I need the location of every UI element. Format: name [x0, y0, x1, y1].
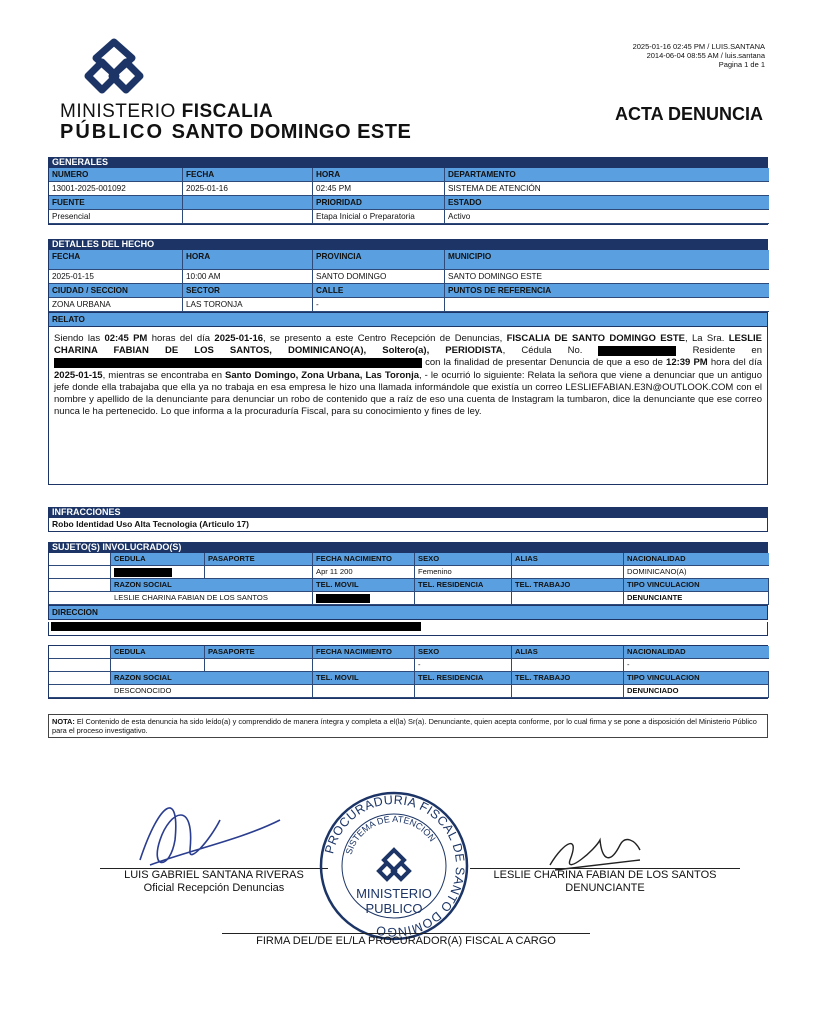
field-label: HORA [183, 250, 313, 270]
field-value [512, 685, 624, 698]
svg-text:SISTEMA DE ATENCIÓN [344, 814, 438, 856]
field-value: LESLIE CHARINA FABIAN DE LOS SANTOS [111, 592, 313, 605]
relato-label: RELATO [48, 313, 768, 327]
generales-section [48, 157, 768, 225]
relato-fragment: , se presento a este Centro Recepción de Denuncias, [263, 333, 507, 344]
signature-line-fiscal [222, 933, 590, 934]
field-value [205, 566, 313, 579]
field-label: PRIORIDAD [313, 196, 445, 210]
redacted-cedula [114, 568, 172, 577]
field-label: SEXO [415, 553, 512, 566]
org-word-fiscalia: FISCALIA [181, 101, 274, 122]
nota-text: El Contenido de esta denuncia ha sido leído(a) y comprendido de manera íntegra y completa a el(la) Sr(a). Denunciante, quien acepta conforme, por lo cual firma y se pone a disposición del Ministerio Público para el proceso investigativo. [52, 717, 757, 735]
document-title: ACTA DENUNCIA [615, 104, 763, 124]
page-number: Pagina 1 de 1 [718, 60, 765, 69]
field-value [313, 592, 415, 605]
grid-spacer [49, 566, 111, 579]
field-label: TEL. RESIDENCIA [415, 579, 512, 592]
field-label: TEL. MOVIL [313, 579, 415, 592]
field-value [415, 685, 512, 698]
signature-left-icon [120, 780, 290, 880]
field-value: DENUNCIANTE [624, 592, 769, 605]
relato-fragment: , Cédula No. [502, 345, 583, 357]
signature-block-right [470, 869, 740, 895]
field-label: TIPO VINCULACION [624, 579, 769, 592]
relato-time: 12:39 PM [666, 357, 708, 369]
field-value [445, 298, 769, 312]
field-label: ALIAS [512, 553, 624, 566]
field-label: TEL. RESIDENCIA [415, 672, 512, 685]
field-value: - [624, 659, 769, 672]
field-label: SEXO [415, 646, 512, 659]
field-value: DOMINICANO(A) [624, 566, 769, 579]
field-label: TEL. MOVIL [313, 672, 415, 685]
sujeto-2-section [48, 645, 768, 699]
field-value [313, 685, 415, 698]
field-label: PASAPORTE [205, 553, 313, 566]
relato-fragment: hora del día [707, 357, 763, 369]
field-value [512, 592, 624, 605]
field-value [415, 592, 512, 605]
officer-name: LUIS GABRIEL SANTANA RIVERAS [124, 869, 304, 881]
direccion-label: DIRECCION [48, 606, 768, 620]
field-value: 2025-01-15 [49, 270, 183, 284]
redacted-cedula [598, 346, 676, 356]
nota-box [48, 714, 768, 738]
field-label: FECHA NACIMIENTO [313, 646, 415, 659]
field-value: - [415, 659, 512, 672]
grid-spacer [49, 579, 111, 592]
redacted-phone [316, 594, 370, 603]
field-label: FUENTE [49, 196, 183, 210]
organization-name [60, 102, 411, 142]
field-value: DESCONOCIDO [111, 685, 313, 698]
field-label: HORA [313, 168, 445, 182]
meta-line-1: 2025-01-16 02:45 PM / LUIS.SANTANA [632, 42, 765, 51]
field-value [205, 659, 313, 672]
sujeto-2-grid [48, 645, 768, 699]
field-label: TIPO VINCULACION [624, 672, 769, 685]
field-label: PROVINCIA [313, 250, 445, 270]
org-word-sde: SANTO DOMINGO ESTE [171, 121, 412, 143]
field-label: TEL. TRABAJO [512, 672, 624, 685]
detalles-grid [48, 250, 768, 313]
relato-fragment: horas del día [147, 333, 215, 344]
ministerio-logo-icon [82, 36, 146, 96]
signature-block-left [100, 869, 328, 895]
section-header: GENERALES [48, 157, 768, 168]
section-header: INFRACCIONES [48, 507, 768, 518]
grid-spacer [49, 592, 111, 605]
field-value: ZONA URBANA [49, 298, 183, 312]
field-value [183, 210, 313, 224]
infraccion-value: Robo Identidad Uso Alta Tecnologia (Articulo 17) [48, 518, 768, 532]
seal-line-1: MINISTERIO [356, 886, 432, 901]
seal-line-2: PUBLICO [365, 901, 423, 916]
official-seal-icon [318, 790, 470, 942]
sujetos-section [48, 542, 768, 636]
relato-date: 2025-01-15 [54, 369, 103, 381]
complainant-role: DENUNCIANTE [565, 882, 645, 894]
field-label: PUNTOS DE REFERENCIA [445, 284, 769, 298]
field-label: PASAPORTE [205, 646, 313, 659]
relato-date: 2025-01-16 [214, 333, 264, 344]
field-value: - [313, 298, 445, 312]
field-value [512, 659, 624, 672]
field-label: CEDULA [111, 646, 205, 659]
grid-spacer [49, 659, 111, 672]
section-header: SUJETO(S) INVOLUCRADO(S) [48, 542, 768, 553]
field-label: RAZON SOCIAL [111, 672, 313, 685]
generales-grid [48, 168, 768, 225]
direccion-value [48, 622, 768, 636]
seal-outer-text: PROCURADURIA FISCAL DE SANTO DOMINGO [322, 792, 468, 940]
field-value: 2025-01-16 [183, 182, 313, 196]
redacted-address [51, 622, 421, 631]
field-label: CIUDAD / SECCION [49, 284, 183, 298]
grid-spacer [49, 646, 111, 659]
field-label: FECHA [49, 250, 183, 270]
relato-fragment: Residente en [692, 345, 762, 357]
infracciones-section [48, 507, 768, 532]
section-header: DETALLES DEL HECHO [48, 239, 768, 250]
field-label: DEPARTAMENTO [445, 168, 769, 182]
org-word-ministerio: MINISTERIO [60, 101, 176, 122]
field-label: NACIONALIDAD [624, 553, 769, 566]
relato-institution: FISCALIA DE SANTO DOMINGO ESTE [506, 333, 686, 344]
field-label: NACIONALIDAD [624, 646, 769, 659]
field-value: DENUNCIADO [624, 685, 769, 698]
meta-line-2: 2014-06-04 08:55 AM / luis.santana [646, 51, 765, 60]
seal-inner-text: SISTEMA DE ATENCIÓN [343, 813, 438, 856]
redacted-address [54, 358, 422, 368]
field-label: SECTOR [183, 284, 313, 298]
field-value: Apr 11 200 [313, 566, 415, 579]
field-label: MUNICIPIO [445, 250, 769, 270]
field-value: LAS TORONJA [183, 298, 313, 312]
document-metadata [633, 42, 765, 69]
fiscal-signature-label: FIRMA DEL/DE EL/LA PROCURADOR(A) FISCAL A CARGO [256, 935, 556, 947]
field-label: RAZON SOCIAL [111, 579, 313, 592]
officer-role: Oficial Recepción Denuncias [143, 882, 285, 894]
field-value: 02:45 PM [313, 182, 445, 196]
field-value [313, 659, 415, 672]
relato-fragment: con la finalidad de presentar Denuncia de que a eso de [425, 357, 667, 369]
sujeto-1-grid [48, 553, 768, 606]
field-value: Activo [445, 210, 769, 224]
field-label: CALLE [313, 284, 445, 298]
field-label [183, 196, 313, 210]
field-label: ESTADO [445, 196, 769, 210]
relato-place: Santo Domingo, Zona Urbana, Las Toronja [225, 369, 419, 381]
field-value [111, 659, 205, 672]
field-label: FECHA [183, 168, 313, 182]
field-label: TEL. TRABAJO [512, 579, 624, 592]
grid-spacer [49, 685, 111, 698]
relato-complainant: LESLIE CHARINA FABIAN DE LOS SANTOS, DOMINICANO(A), Soltero(a), PERIODISTA [54, 333, 762, 357]
field-label: CEDULA [111, 553, 205, 566]
relato-time: 02:45 PM [104, 333, 148, 344]
field-value: Presencial [49, 210, 183, 224]
field-label: FECHA NACIMIENTO [313, 553, 415, 566]
nota-label: NOTA: [52, 717, 75, 726]
field-value: Etapa Inicial o Preparatoria [313, 210, 445, 224]
org-word-publico: PÚBLICO [60, 121, 164, 143]
field-value: SANTO DOMINGO ESTE [445, 270, 769, 284]
grid-spacer [49, 553, 111, 566]
relato-text [48, 327, 768, 485]
field-label: ALIAS [512, 646, 624, 659]
field-value [512, 566, 624, 579]
complainant-name: LESLIE CHARINA FABIAN DE LOS SANTOS [493, 869, 717, 881]
field-value: SISTEMA DE ATENCIÓN [445, 182, 769, 196]
relato-fragment: Siendo las [54, 333, 105, 344]
field-value [111, 566, 205, 579]
field-value: SANTO DOMINGO [313, 270, 445, 284]
relato-fragment: , - le ocurrió lo siguiente: Relata la señora que viene a denunciar que un antiguo jefe donde ella trabajaba que ella ya no trabaja en esa empresa le hizo una llamada informándole que existía un correo LESLIEFABIAN.E3N@OUTLOOK.COM con el nombre y apellido de la denunciante para denunciar un robo de contenido que a raíz de eso una cuenta de Instagram la tumbaron, dice la denunciante que ese correo nunca le ha pertenecido. Lo que informa a la procuraduría Fiscal, para su conocimiento y fines de ley. [54, 369, 762, 418]
field-value: 13001-2025-001092 [49, 182, 183, 196]
field-value: 10:00 AM [183, 270, 313, 284]
field-label: NUMERO [49, 168, 183, 182]
field-value: Femenino [415, 566, 512, 579]
relato-fragment: , mientras se encontraba en [102, 369, 226, 381]
detalles-section [48, 239, 768, 485]
relato-fragment: , La Sra. [685, 333, 729, 344]
grid-spacer [49, 672, 111, 685]
